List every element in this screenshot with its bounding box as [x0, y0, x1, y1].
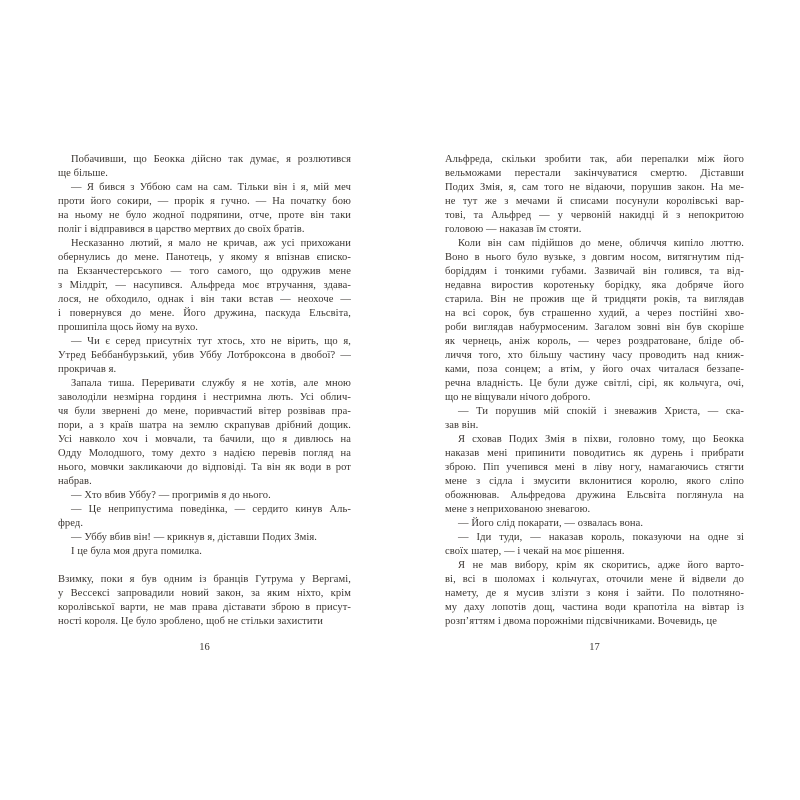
paragraph: [445, 433, 744, 517]
text-line: недавна виростив коротеньку борідку, яка добряче його: [445, 280, 744, 291]
page-text-left: [58, 153, 351, 629]
text-line: мене з неприхованою зневагою.: [445, 504, 591, 515]
paragraph: [58, 153, 351, 181]
text-line: заволоділи незмірна гординя і нестримна лють. Усі облич-: [58, 392, 351, 403]
text-line: на ньому не було жодної подряпини, отче, проте він таки: [58, 210, 351, 221]
text-line: па Екзанчестерського — того самого, що одружив мене: [58, 266, 351, 277]
text-line: ві, всі в шоломах і кольчугах, оточили мене й відвели до: [445, 574, 744, 585]
paragraph: [445, 405, 744, 433]
paragraph: [445, 153, 744, 237]
text-line: Я не мав вибору, крім як скоритись, адже його варто-: [458, 560, 744, 571]
text-line: що не віщували нічого доброго.: [445, 392, 591, 403]
paragraph: [58, 503, 351, 531]
text-line: — Уббу вбив він! — крикнув я, діставши Подих Змія.: [71, 532, 317, 543]
text-line: — Іди туди, — наказав король, показуючи на одне зі: [458, 532, 744, 543]
text-line: ками, поза сонцем; а втім, у його очах читалася беззапе-: [445, 364, 744, 375]
text-line: Утред Беббанбурзький, убив Уббу Лотброксона в двобої? —: [58, 350, 351, 361]
paragraph: [58, 573, 351, 629]
text-line: Взимку, поки я був одним із бранців Гутрума у Вергамі,: [58, 574, 351, 585]
text-line: — Хто вбив Уббу? — прогримів я до нього.: [71, 490, 271, 501]
text-line: ще більше.: [58, 168, 109, 179]
text-line: як чернець, аніж король, — через роздратоване, бліде об-: [445, 336, 744, 347]
text-line: Воно в нього було вузьке, з довгим носом, витягнутим під-: [445, 252, 744, 263]
text-line: набрав.: [58, 476, 92, 487]
page-text-right: [445, 153, 744, 629]
text-line: І це була моя друга помилка.: [71, 546, 202, 557]
paragraph: [58, 545, 351, 559]
text-line: зброю. Піп учепився мені в ліву ногу, намагаючись стягти: [445, 462, 744, 473]
paragraph: [445, 237, 744, 405]
paragraph: [445, 517, 744, 531]
text-line: королівської варти, не мав права діставати зброю в присут-: [58, 602, 351, 613]
text-line: обернулись до мене. Панотець, у якому я впізнав єписко-: [58, 252, 351, 263]
text-line: боріддям і тонкими губами. Зазвичай він голився, та від-: [445, 266, 744, 277]
text-line: мене з сідла і змусити вклонитися королю, якого сліпо: [445, 476, 744, 487]
text-line: нього, мовчки закликаючи до відповіді. Та він як води в рот: [58, 462, 351, 473]
paragraph: [58, 237, 351, 335]
text-line: поліг і відправився в царство мертвих до своїх братів.: [58, 224, 305, 235]
paragraph: [58, 377, 351, 489]
text-line: обожнював. Альфредова дружина Ельсвіта поглянула на: [445, 490, 744, 501]
text-line: роби виглядав набурмосеним. Загалом зовні він був скоріше: [445, 322, 744, 333]
text-line: личчя того, хто більшу частину часу проводить над книж-: [445, 350, 744, 361]
paragraph: [445, 559, 744, 629]
text-line: Побачивши, що Беокка дійсно так думає, я розлютився: [71, 154, 351, 165]
paragraph: [58, 181, 351, 237]
text-line: Усі навколо хоч і мовчали, та бачили, що я дивлюсь на: [58, 434, 351, 445]
text-line: му даху лопотів дощ, частина води крапотіла на вівтар із: [445, 602, 744, 613]
text-line: Подих Змія, я, сам того не відаючи, порушив закон. На ме-: [445, 182, 744, 193]
text-line: прокричав я.: [58, 364, 117, 375]
text-line: розп’яттям і двома порожніми підсвічниками. Вочевидь, це: [445, 616, 718, 627]
paragraph: [58, 489, 351, 503]
text-line: — Його слід покарати, — озвалась вона.: [458, 518, 644, 529]
text-line: проти його сокири, — прорік я гучно. — На початку бою: [58, 196, 351, 207]
text-line: зав він.: [445, 420, 479, 431]
text-line: — Це неприпустима поведінка, — сердито кинув Аль-: [71, 504, 351, 515]
text-line: і повернувся до мене. Його дружина, паскуда Ельсвіта,: [58, 308, 351, 319]
paragraph: [58, 335, 351, 377]
paragraph: [58, 531, 351, 545]
text-line: Альфреда, скільки зробити так, аби перепалки між його: [445, 154, 744, 165]
text-line: фред.: [58, 518, 84, 529]
text-line: тові, та Альфред — у червоній накидці й з непокритою: [445, 210, 744, 221]
text-line: Одду Молодшого, тому дехто з надією перевів погляд на: [58, 448, 351, 459]
text-line: ності короля. Це було зроблено, щоб не стільки захистити: [58, 616, 323, 627]
text-line: у Вессексі запровадили новий закон, за яким ніхто, крім: [58, 588, 351, 599]
text-line: Запала тиша. Переривати службу я не хотів, але мною: [71, 378, 351, 389]
text-line: Я сховав Подих Змія в піхви, головно тому, що Беокка: [458, 434, 744, 445]
page-right: [445, 153, 744, 653]
text-line: — Я бився з Уббою сам на сам. Тільки він і я, мій меч: [71, 182, 351, 193]
text-line: Коли він сам підійшов до мене, обличчя кипіло люттю.: [458, 238, 744, 249]
page-left: [58, 153, 351, 653]
text-line: головою — наказав їм стояти.: [445, 224, 582, 235]
page-number-left: 16: [199, 642, 210, 653]
text-line: наказав мені припинити поводитись як дурень і прибрати: [445, 448, 744, 459]
paragraph: [445, 531, 744, 559]
text-line: — Чи є серед присутніх тут хтось, хто не вірить, що я,: [71, 336, 351, 347]
text-line: з Мілдріт, — насупився. Альфреда моє втручання, здава-: [58, 280, 351, 291]
text-line: лося, не обходило, однак і він таки встав — неохоче —: [58, 294, 351, 305]
text-line: пори, а з країв шатра на землю скрапував дрібний дощик.: [58, 420, 351, 431]
text-line: намету, де я мусив злізти з коня і зайти. По полотняно-: [445, 588, 744, 599]
text-line: не тут же з мечами й списами посунули королівські вар-: [445, 196, 744, 207]
text-line: на всі сорок, був страшенно худий, а через постійні хво-: [445, 308, 744, 319]
text-line: Несказанно лютий, я мало не кричав, аж усі прихожани: [71, 238, 351, 249]
text-line: своїх шатер, — і чекай на моє рішення.: [445, 546, 625, 557]
text-line: старила. Він не прожив ще й тридцяти років, та виглядав: [445, 294, 744, 305]
text-line: речна владність. Це були дуже світлі, сірі, як кольчуга, очі,: [445, 378, 744, 389]
text-line: прошипіла щось йому на вухо.: [58, 322, 199, 333]
text-line: вельможами перестали закінчуватися смертю. Діставши: [445, 168, 744, 179]
page-number-right: 17: [589, 642, 600, 653]
text-line: — Ти порушив мій спокій і зневажив Христа, — ска-: [458, 406, 744, 417]
text-line: чя були звернені до мене, поривчастий вітер розвівав пра-: [58, 406, 351, 417]
